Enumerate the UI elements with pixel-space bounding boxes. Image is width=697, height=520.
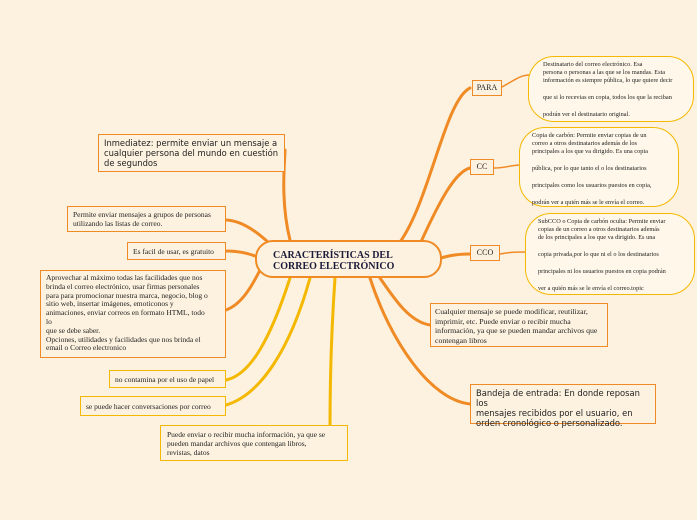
cc-label: CC	[476, 162, 488, 171]
cco-detail-line: SubCCO o Copia de carbón oculta: Permite enviar	[538, 218, 666, 225]
aprovechar-line: sitio web, insertar imágenes, emoticonos y	[46, 299, 174, 309]
cualquier-line: imprimir, etc. Puede enviar o recibir mucha	[435, 316, 571, 326]
inmediatez-line: cualquier persona del mundo en cuestión	[104, 148, 279, 158]
aprovechar-line: que se debe saber.	[46, 325, 101, 335]
conversaciones-topic[interactable]	[80, 396, 226, 416]
central-topic-line-1: CARACTERÍSTICAS DEL	[273, 250, 393, 261]
aprovechar-line: email o Correo electronico	[46, 343, 127, 353]
para-label: PARA	[476, 83, 498, 92]
grupos-line: utilizando las listas de correo.	[73, 219, 163, 228]
bandeja-topic[interactable]	[470, 384, 656, 428]
aprovechar-line: animaciones, enviar correos en formato HTML, todo	[46, 308, 205, 318]
conversaciones-label: se puede hacer conversaciones por correo	[86, 402, 211, 411]
inmediatez-line: Inmediatez: permite enviar un mensaje a	[104, 138, 278, 148]
cualquier-mensaje-topic[interactable]	[430, 303, 608, 347]
facil-topic[interactable]	[127, 242, 226, 260]
aprovechar-line: brinda el correo electrónico, usar firmas personales	[46, 281, 200, 291]
cc-detail-line: principales a los que va dirigido. Es una copia	[532, 148, 648, 155]
facil-label: Es facil de usar, es gratuito	[133, 247, 214, 256]
cco-detail-line: copias de un correo a otros destinatarios además	[538, 226, 660, 233]
central-topic[interactable]	[255, 240, 442, 278]
para-detail-line: información es siempre pública, lo que quiere decir	[543, 77, 673, 84]
aprovechar-line: para para promocionar nuestra marca, negocio, blog o	[46, 290, 208, 300]
bandeja-line: Bandeja de entrada: En donde reposan los	[476, 388, 640, 408]
cco-detail-line: principales ni los usuarios puestos en copia podrán	[538, 268, 666, 275]
cco-detail[interactable]	[525, 213, 695, 295]
para-detail-line: podrán ver el destinatario original.	[543, 111, 630, 118]
cc-detail-line: principales como los usuarios puestos en copia,	[532, 182, 652, 189]
cco-label: CCO	[476, 248, 494, 257]
cc-detail[interactable]	[519, 127, 679, 207]
para-detail-line: que si lo recevias en copia, todos los que la reciban	[543, 94, 672, 101]
cc-detail-line: Copia de carbón: Permite enviar copias de un	[532, 132, 647, 139]
cco-detail-line: copia privada,por lo que ni el o los destinatarios	[538, 251, 659, 258]
aprovechar-line: lo	[46, 316, 52, 326]
para-detail-line: persona o personas a las que se los mandas. Esta	[543, 69, 666, 76]
cualquier-line: Cualquier mensaje se puede modificar, reutilizar,	[435, 307, 588, 316]
cc-detail-line: podrán ver a quién más se le envía el correo.	[532, 199, 645, 206]
cco-detail-line: ver a quién más se le envía el correo.topic	[538, 285, 644, 292]
cualquier-line: contengan libros	[435, 335, 487, 345]
aprovechar-line: Aprovechar al máximo todas las facilidades que nos	[46, 273, 203, 282]
archivos-line: revistas, datos	[167, 448, 210, 457]
cualquier-line: información, ya que se pueden mandar archivos que	[435, 326, 598, 335]
bandeja-line: orden cronológico o personalizado.	[476, 418, 623, 428]
central-topic-line-2: CORREO ELECTRÓNICO	[273, 261, 395, 272]
papel-label: no contamina por el uso de papel	[115, 375, 215, 384]
archivos-topic[interactable]	[160, 425, 348, 461]
aprovechar-line: Opciones, utilidades y facilidades que nos brinda el	[46, 334, 201, 344]
cco-topic[interactable]	[470, 245, 500, 261]
papel-topic[interactable]	[109, 370, 226, 388]
para-topic[interactable]	[472, 80, 502, 96]
archivos-line: pueden mandar archivos que contengan libros,	[167, 439, 307, 448]
para-detail-line: Destinatario del correo electrónico. Esa	[543, 61, 643, 68]
cco-detail-line: de los principales a los que va dirigido. Es una	[538, 234, 656, 241]
grupos-topic[interactable]	[67, 206, 226, 232]
cc-detail-line: pública, por lo que tanto el o los destinatarios	[532, 165, 647, 172]
cc-detail-line: correo a otros destinatarios además de los	[532, 140, 637, 147]
inmediatez-line: de segundos	[104, 158, 158, 168]
aprovechar-topic[interactable]	[40, 270, 226, 358]
archivos-line: Puede enviar o recibir mucha información, ya que se	[167, 430, 326, 439]
para-detail[interactable]	[528, 56, 694, 122]
bandeja-line: mensajes recibidos por el usuario, en	[476, 408, 633, 418]
grupos-line: Permite enviar mensajes a grupos de personas	[73, 210, 211, 219]
cc-topic[interactable]	[470, 159, 494, 175]
inmediatez-topic[interactable]	[98, 134, 285, 172]
